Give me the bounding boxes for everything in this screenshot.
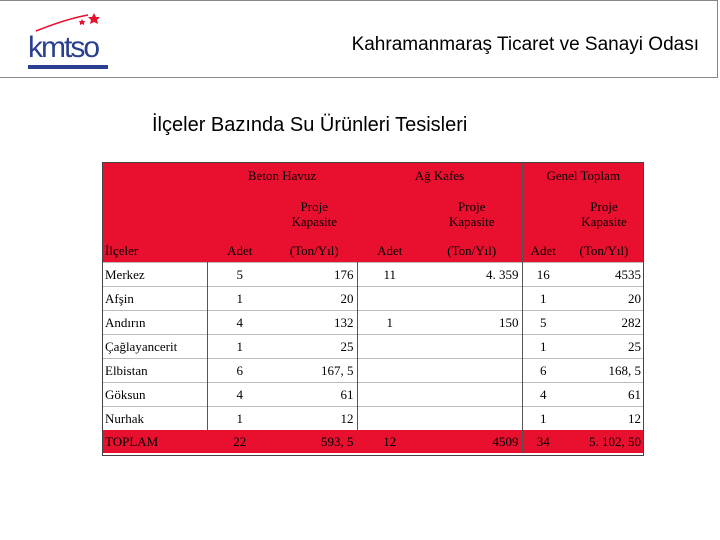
cell-ak-count: 1	[357, 311, 422, 335]
facilities-table	[102, 162, 644, 453]
cell-gt-cap: 12	[564, 407, 644, 431]
cell-bh-cap: 20	[272, 287, 357, 311]
cell-gt-count: 5	[522, 311, 564, 335]
cell-gt-cap: 282	[564, 311, 644, 335]
table-row	[102, 263, 644, 287]
col-gt-count: Adet	[522, 239, 564, 263]
cell-gt-count: 1	[522, 407, 564, 431]
col-bh-unit: (Ton/Yıl)	[272, 239, 357, 263]
table-row	[102, 311, 644, 335]
table-row	[102, 407, 644, 431]
kmtso-logo	[26, 13, 112, 73]
cell-gt-count: 4	[522, 383, 564, 407]
cell-gt-cap: 4535	[564, 263, 644, 287]
cell-bh-count: 4	[207, 383, 272, 407]
page-header	[0, 0, 718, 78]
cell-gt-count: 1	[522, 287, 564, 311]
cell-ak-count	[357, 287, 422, 311]
cell-bh-count: 4	[207, 311, 272, 335]
cell-ak-cap	[422, 359, 522, 383]
cell-district: Merkez	[102, 263, 207, 287]
cell-gt-count: 16	[522, 263, 564, 287]
cell-bh-count: 1	[207, 335, 272, 359]
ak-capacity-label: Proje Kapasite	[449, 198, 495, 229]
table-row	[102, 383, 644, 407]
header-row-columns	[102, 239, 644, 263]
table-row	[102, 287, 644, 311]
group-genel-toplam: Genel Toplam	[522, 162, 644, 189]
cell-bh-cap: 176	[272, 263, 357, 287]
cell-gt-cap: 168, 5	[564, 359, 644, 383]
table-row	[102, 359, 644, 383]
cell-ak-cap: 4. 359	[422, 263, 522, 287]
cell-ak-cap	[422, 407, 522, 431]
col-ak-count: Adet	[357, 239, 422, 263]
cell-ak-count: 11	[357, 263, 422, 287]
table-row	[102, 335, 644, 359]
cell-bh-cap: 61	[272, 383, 357, 407]
col-ak-unit: (Ton/Yıl)	[422, 239, 522, 263]
cell-ak-count	[357, 335, 422, 359]
header-row-groups	[102, 162, 644, 189]
cell-district: Göksun	[102, 383, 207, 407]
bh-capacity-label: Proje Kapasite	[291, 198, 337, 229]
cell-gt-cap: 61	[564, 383, 644, 407]
cell-ak-count	[357, 383, 422, 407]
cell-district: Nurhak	[102, 407, 207, 431]
cell-ak-cap	[422, 287, 522, 311]
organization-name: Kahramanmaraş Ticaret ve Sanayi Odası	[351, 34, 699, 55]
gt-capacity-label: Proje Kapasite	[581, 198, 627, 229]
cell-bh-cap: 132	[272, 311, 357, 335]
page-title: İlçeler Bazında Su Ürünleri Tesisleri	[152, 114, 468, 136]
total-bh-cap: 593, 5	[272, 430, 357, 453]
cell-district: Andırın	[102, 311, 207, 335]
total-ak-cap: 4509	[422, 430, 522, 453]
cell-gt-cap: 25	[564, 335, 644, 359]
group-ag-kafes: Ağ Kafes	[357, 162, 522, 189]
col-district: İlçeler	[102, 239, 207, 263]
cell-bh-cap: 12	[272, 407, 357, 431]
col-bh-count: Adet	[207, 239, 272, 263]
cell-ak-count	[357, 359, 422, 383]
cell-district: Elbistan	[102, 359, 207, 383]
total-bh-count: 22	[207, 430, 272, 453]
cell-ak-cap	[422, 383, 522, 407]
cell-ak-cap: 150	[422, 311, 522, 335]
cell-bh-cap: 25	[272, 335, 357, 359]
cell-district: Afşin	[102, 287, 207, 311]
total-label: TOPLAM	[102, 430, 207, 453]
group-beton-havuz: Beton Havuz	[207, 162, 357, 189]
header-row-capacity	[102, 189, 644, 239]
cell-gt-count: 6	[522, 359, 564, 383]
logo-text: kmtso	[28, 31, 99, 64]
cell-bh-cap: 167, 5	[272, 359, 357, 383]
cell-bh-count: 5	[207, 263, 272, 287]
cell-district: Çağlayancerit	[102, 335, 207, 359]
total-ak-count: 12	[357, 430, 422, 453]
total-row	[102, 430, 644, 453]
col-gt-unit: (Ton/Yıl)	[564, 239, 644, 263]
cell-bh-count: 6	[207, 359, 272, 383]
total-gt-cap: 5. 102, 50	[564, 430, 644, 453]
cell-gt-cap: 20	[564, 287, 644, 311]
total-gt-count: 34	[522, 430, 564, 453]
cell-gt-count: 1	[522, 335, 564, 359]
cell-ak-cap	[422, 335, 522, 359]
cell-ak-count	[357, 407, 422, 431]
cell-bh-count: 1	[207, 407, 272, 431]
cell-bh-count: 1	[207, 287, 272, 311]
